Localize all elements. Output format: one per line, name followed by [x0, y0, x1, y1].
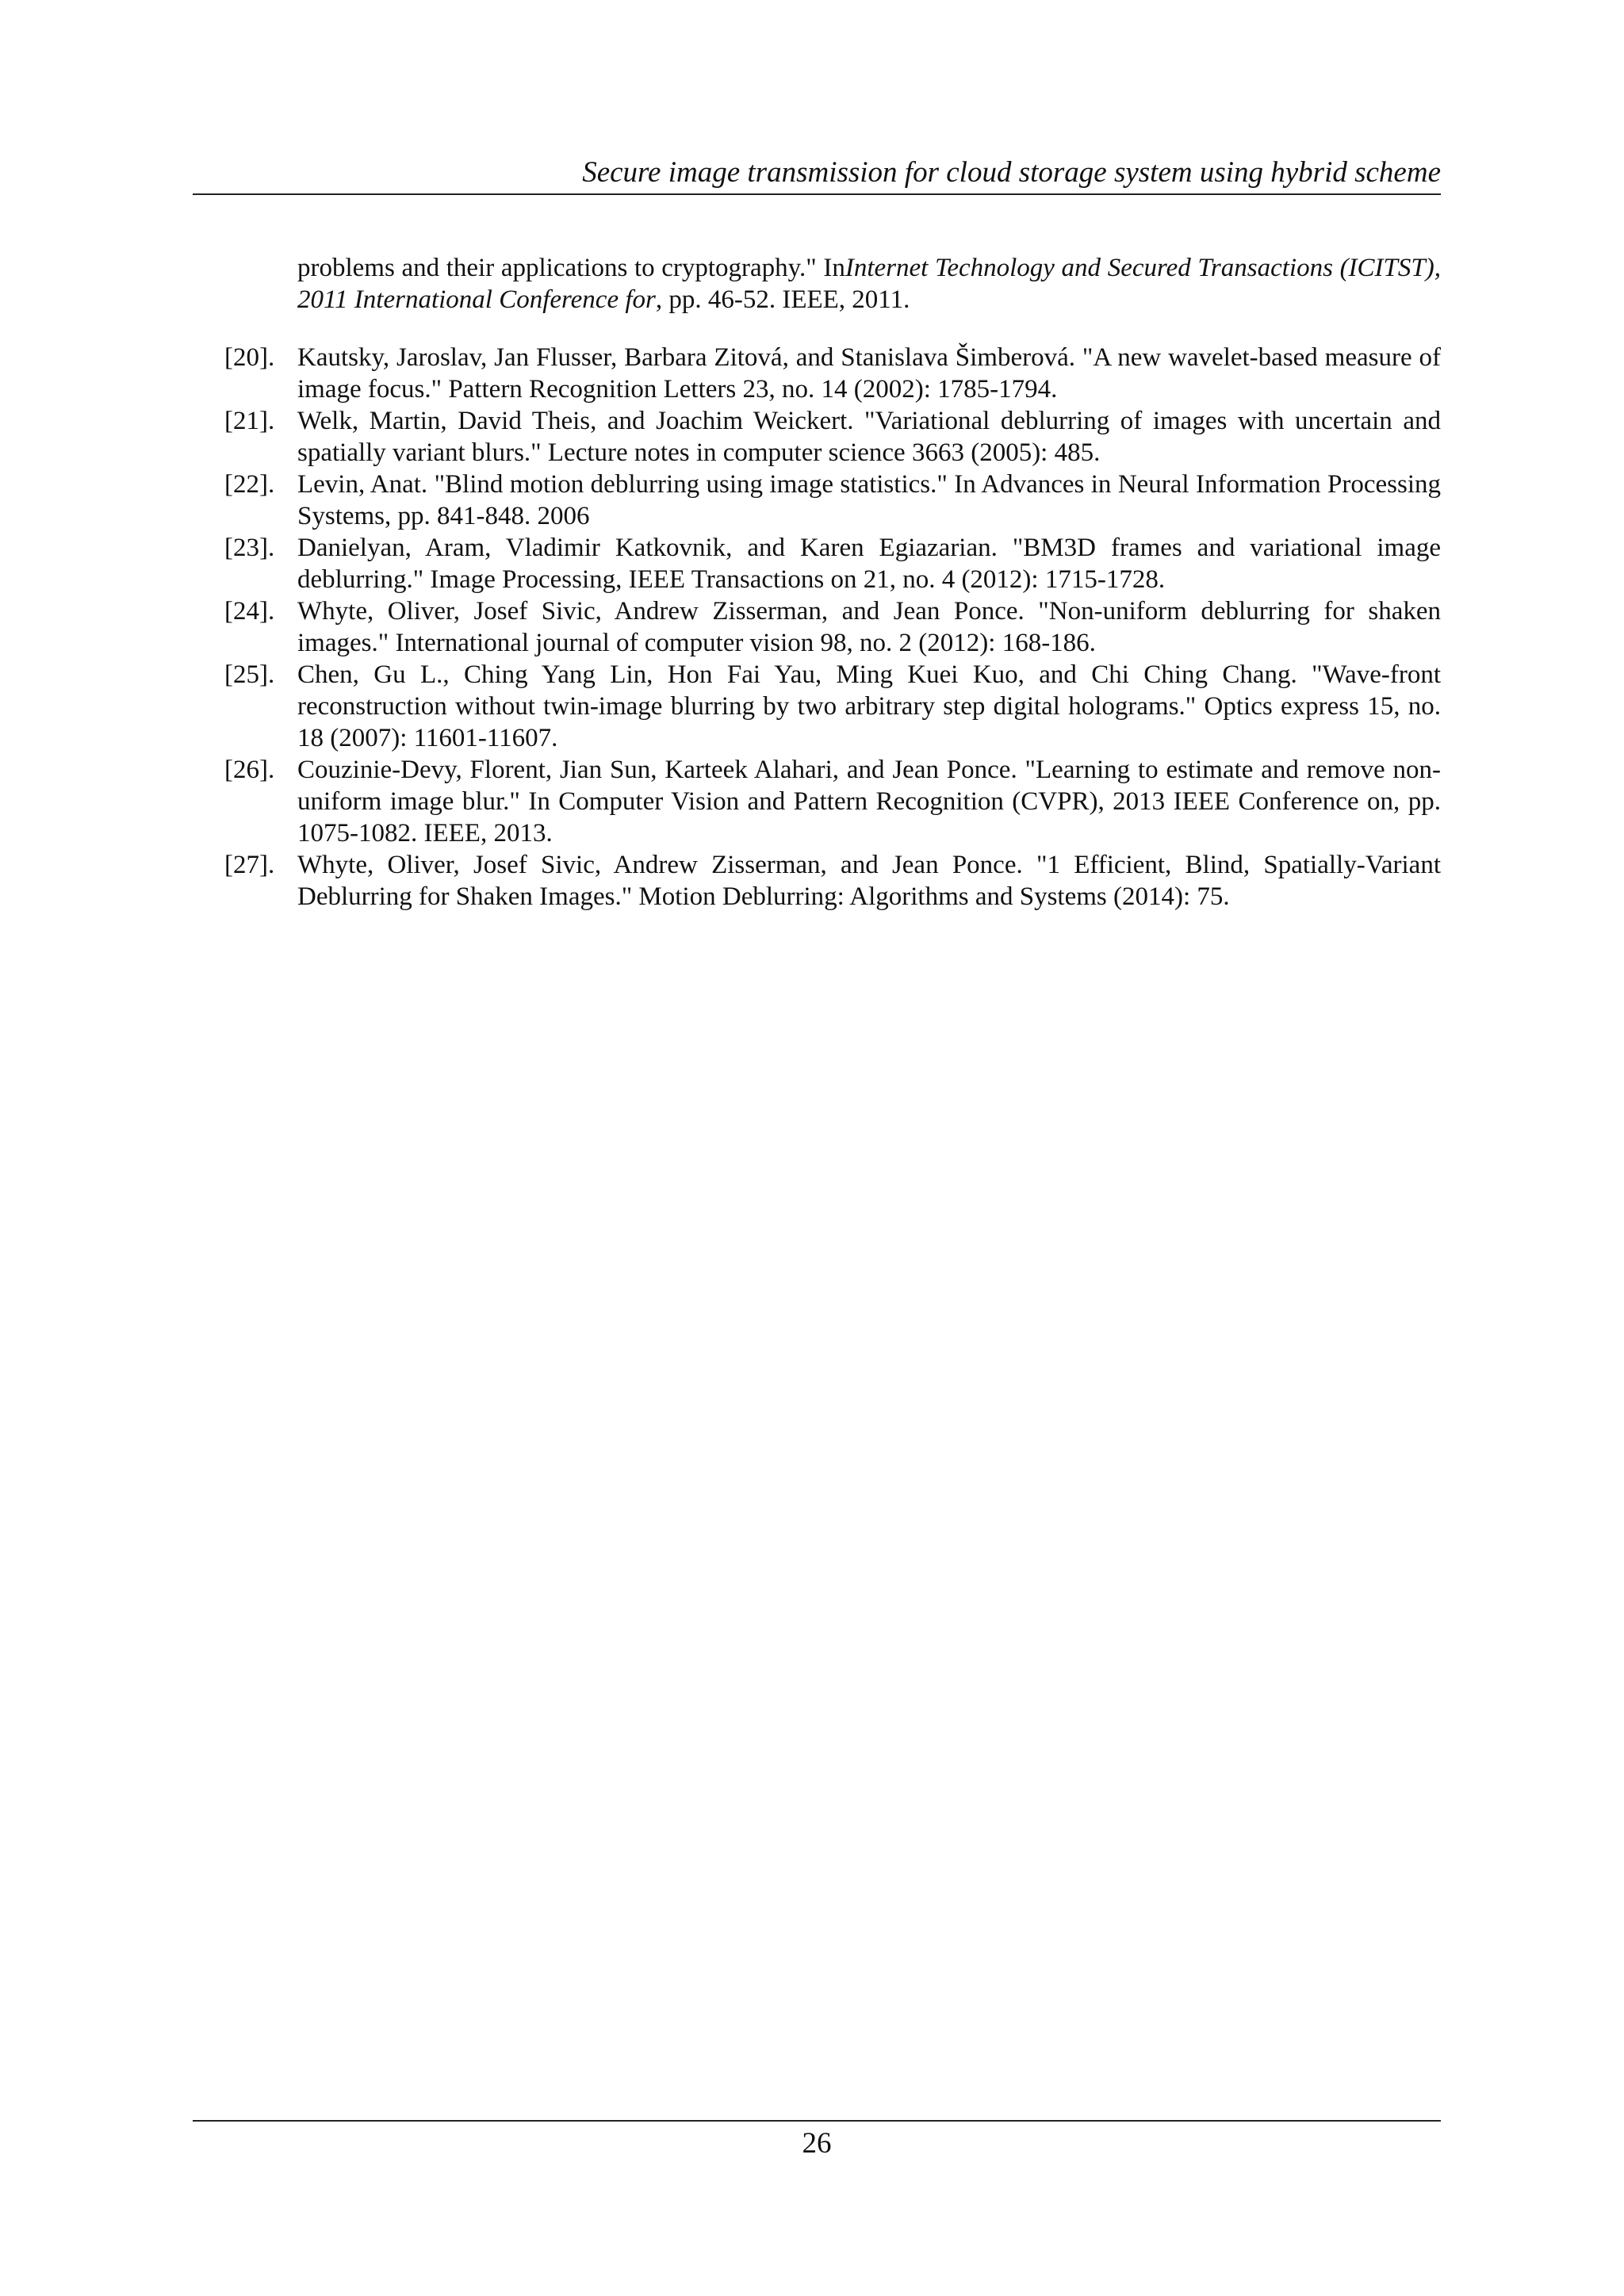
reference-number: [22].	[224, 470, 275, 499]
reference-number: [20].	[224, 343, 275, 372]
reference-text: Couzinie-Devy, Florent, Jian Sun, Karteek Alahari, and Jean Ponce. "Learning to estimate and remove non-uniform image blur." In Computer Vision and Pattern Recognition (CVPR), 2013 IEEE Conference on, pp. 1075-1082. IEEE, 2013.	[297, 756, 1441, 848]
reference-item	[193, 849, 1441, 913]
reference-item	[193, 342, 1441, 405]
continuation-italic-venue: Internet Technology and Secured Transactions (ICITST), 2011 International Conference for	[297, 254, 1441, 314]
header-rule	[193, 193, 1441, 195]
reference-text: Whyte, Oliver, Josef Sivic, Andrew Zisserman, and Jean Ponce. "Non-uniform deblurring for shaken images." International journal of computer vision 98, no. 2 (2012): 168-186.	[297, 597, 1441, 657]
reference-number: [27].	[224, 851, 275, 879]
running-header-title: Secure image transmission for cloud storage system using hybrid scheme	[582, 156, 1441, 189]
reference-continuation	[297, 252, 1441, 316]
reference-number: [23].	[224, 534, 275, 562]
reference-number: [25].	[224, 660, 275, 689]
footer-rule	[193, 2120, 1441, 2122]
reference-item	[193, 532, 1441, 595]
reference-number: [26].	[224, 756, 275, 784]
reference-text: Chen, Gu L., Ching Yang Lin, Hon Fai Yau, Ming Kuei Kuo, and Chi Ching Chang. "Wave-front reconstruction without twin-image blurring by two arbitrary step digital holograms." Optics express 15, no. 18 (2007): 11601-11607.	[297, 660, 1441, 752]
continuation-tail: , pp. 46-52. IEEE, 2011.	[655, 285, 910, 314]
reference-text: Levin, Anat. "Blind motion deblurring using image statistics." In Advances in Neural Information Processing Systems, pp. 841-848. 2006	[297, 470, 1441, 530]
reference-item	[193, 469, 1441, 532]
reference-number: [24].	[224, 597, 275, 626]
reference-item	[193, 754, 1441, 849]
reference-item	[193, 659, 1441, 754]
reference-item	[193, 405, 1441, 469]
reference-text: Welk, Martin, David Theis, and Joachim Weickert. "Variational deblurring of images with uncertain and spatially variant blurs." Lecture notes in computer science 3663 (2005): 485.	[297, 407, 1441, 467]
reference-text: Danielyan, Aram, Vladimir Katkovnik, and Karen Egiazarian. "BM3D frames and variational image deblurring." Image Processing, IEEE Transactions on 21, no. 4 (2012): 1715-1728.	[297, 534, 1441, 594]
reference-text: Kautsky, Jaroslav, Jan Flusser, Barbara Zitová, and Stanislava Šimberová. "A new wavelet-based measure of image focus." Pattern Recognition Letters 23, no. 14 (2002): 1785-1794.	[297, 343, 1441, 404]
page-number: 26	[802, 2127, 832, 2160]
reference-list	[193, 226, 1441, 913]
reference-text: Whyte, Oliver, Josef Sivic, Andrew Zisserman, and Jean Ponce. "1 Efficient, Blind, Spatially-Variant Deblurring for Shaken Images." Motion Deblurring: Algorithms and Systems (2014): 75.	[297, 851, 1441, 911]
continuation-text: problems and their applications to cryptography." In	[297, 254, 845, 282]
reference-number: [21].	[224, 407, 275, 435]
reference-item	[193, 595, 1441, 659]
